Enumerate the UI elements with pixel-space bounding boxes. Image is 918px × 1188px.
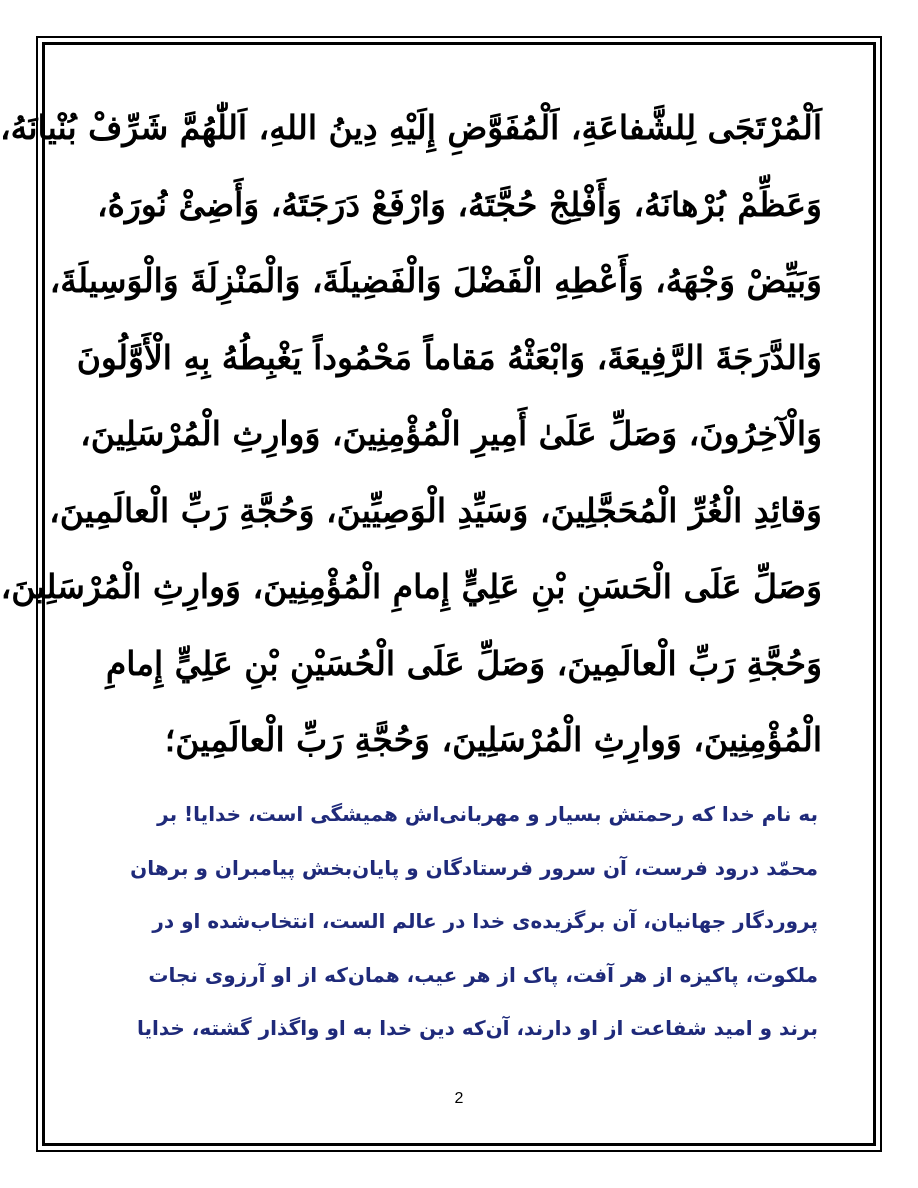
persian-translation-text xyxy=(100,788,818,1056)
page-number: 2 xyxy=(454,1090,464,1107)
arabic-line: وَصَلِّ عَلَى الْحَسَنِ بْنِ عَلِيٍّ إِمامِ الْمُؤْمِنِينَ، وَوارِثِ الْمُرْسَلِينَ، xyxy=(0,567,822,606)
arabic-line: وَالدَّرَجَةَ الرَّفِيعَةَ، وَابْعَثْهُ مَقاماً مَحْمُوداً يَغْبِطُهُ بِهِ الْأَوَّلُونَ xyxy=(76,337,822,377)
persian-line: ملکوت، پاکیزه از هر آفت، پاک از هر عیب، همان‌که از او آرزوی نجات xyxy=(148,962,818,987)
persian-line: پروردگار جهانیان، آن برگزیده‌ی خدا در عالم الست، انتخاب‌شده او در xyxy=(152,909,818,933)
arabic-prayer-text xyxy=(0,90,822,779)
arabic-line: وَقائِدِ الْغُرِّ الْمُحَجَّلِينَ، وَسَيِّدِ الْوَصِيِّينَ، وَحُجَّةِ رَبِّ الْعالَمِينَ، xyxy=(49,490,822,530)
arabic-line: وَحُجَّةِ رَبِّ الْعالَمِينَ، وَصَلِّ عَلَى الْحُسَيْنِ بْنِ عَلِيٍّ إِمامِ xyxy=(105,643,822,683)
persian-line: محمّد درود فرست، آن سرور فرستادگان و پایان‌بخش پیامبران و برهان xyxy=(130,855,818,880)
arabic-line: الْمُؤْمِنِينَ، وَوارِثِ الْمُرْسَلِينَ، وَحُجَّةِ رَبِّ الْعالَمِينَ؛ xyxy=(164,720,822,759)
persian-line: به نام خدا که رحمتش بسیار و مهربانی‌اش همیشگی است، خدایا! بر xyxy=(157,802,818,826)
arabic-line: اَلْمُرْتَجَى لِلشَّفاعَةِ، اَلْمُفَوَّضِ إِلَيْهِ دِينُ اللهِ، اَللّٰهُمَّ شَرِّفْ بُنْيانَهُ، xyxy=(0,108,822,147)
arabic-line: وَعَظِّمْ بُرْهانَهُ، وَأَفْلِجْ حُجَّتَهُ، وَارْفَعْ دَرَجَتَهُ، وَأَضِئْ نُورَهُ، xyxy=(96,184,822,224)
persian-line: برند و امید شفاعت از او دارند، آن‌که دین خدا به او واگذار گشته، خدایا xyxy=(137,1016,818,1040)
arabic-line: وَبَيِّضْ وَجْهَهُ، وَأَعْطِهِ الْفَضْلَ وَالْفَضِيلَةَ، وَالْمَنْزِلَةَ وَالْوَسِيلَةَ، xyxy=(49,261,822,300)
arabic-line: وَالْآخِرُونَ، وَصَلِّ عَلَىٰ أَمِيرِ الْمُؤْمِنِينَ، وَوارِثِ الْمُرْسَلِينَ، xyxy=(80,414,822,453)
